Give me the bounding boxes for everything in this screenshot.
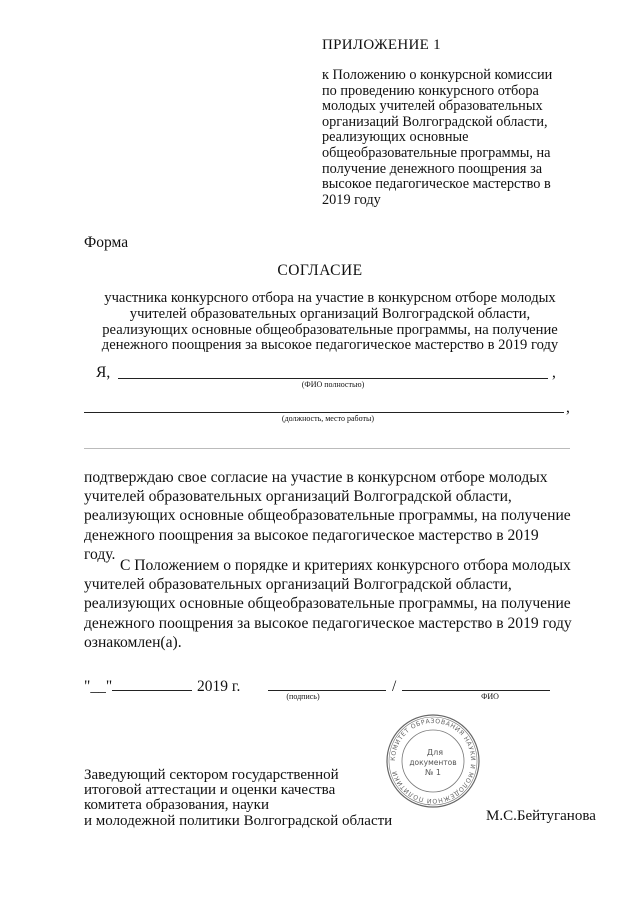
document-title: СОГЛАСИЕ: [277, 262, 363, 279]
footer-line: и молодежной политики Волгоградской области: [84, 812, 393, 829]
consent-paragraph: [84, 468, 573, 564]
position-comma: ,: [566, 399, 570, 416]
ya-label: Я,: [96, 364, 111, 381]
document-subtitle: [80, 291, 580, 354]
position-field-line[interactable]: [84, 412, 564, 413]
appendix-line: получение денежного поощрения за: [322, 160, 543, 177]
subtitle-line: реализующих основные общеобразовательные программы, на получение: [102, 321, 558, 338]
svg-text:документов: документов: [409, 758, 457, 767]
paragraph-line: реализующих основные общеобразовательные программы, на получение: [84, 507, 571, 525]
fio-signature-hint: ФИО: [481, 692, 499, 701]
acquaintance-paragraph: [84, 556, 573, 652]
paragraph-line: подтверждаю свое согласие на участие в конкурсном отборе молодых: [84, 469, 548, 486]
footer-line: комитета образования, науки: [84, 797, 269, 814]
svg-text:КОМИТЕТ ОБРАЗОВАНИЯ НАУКИ И МО: КОМИТЕТ ОБРАЗОВАНИЯ НАУКИ И МОЛОДЕЖНОЙ ПОЛИТИКИ: [389, 717, 477, 805]
appendix-line: к Положению о конкурсной комиссии: [322, 67, 553, 83]
paragraph-line: учителей образовательных организаций Волгоградской области,: [84, 576, 512, 594]
date-field-line[interactable]: [112, 690, 192, 691]
fio-signature-line[interactable]: [402, 690, 550, 691]
footer-line: итоговой аттестации и оценки качества: [84, 782, 336, 799]
paragraph-line: реализующих основные общеобразовательные программы, на получение: [84, 595, 571, 613]
signature-hint: (подпись): [286, 692, 320, 701]
paragraph-line: учителей образовательных организаций Волгоградской области,: [84, 488, 512, 506]
paragraph-line: ознакомлен(а).: [84, 633, 182, 651]
appendix-title: ПРИЛОЖЕНИЕ 1: [322, 37, 441, 53]
appendix-description: [322, 68, 584, 208]
appendix-line: общеобразовательные программы, на: [322, 144, 551, 161]
appendix-line: молодых учителей образовательных: [322, 98, 543, 115]
year-label: 2019 г.: [197, 678, 241, 695]
appendix-line: организаций Волгоградской области,: [322, 113, 548, 130]
signatory-name: М.С.Бейтуганова: [486, 808, 596, 824]
appendix-line: 2019 году: [322, 191, 381, 208]
paragraph-line: денежного поощрения за высокое педагогическое мастерство в 2019 году: [84, 614, 572, 632]
subtitle-line: учителей образовательных организаций Волгоградской области,: [129, 305, 531, 322]
fio-hint: (ФИО полностью): [301, 380, 365, 389]
appendix-line: по проведению конкурсного отбора: [322, 82, 539, 99]
extra-field-line[interactable]: [84, 448, 570, 449]
svg-text:№ 1: № 1: [425, 768, 441, 777]
signature-field-line[interactable]: [268, 690, 386, 691]
subtitle-line: денежного поощрения за высокое педагогическое мастерство в 2019 году: [101, 337, 559, 354]
paragraph-line: С Положением о порядке и критериях конкурсного отбора молодых: [120, 557, 571, 574]
svg-text:Для: Для: [426, 748, 444, 757]
fio-field-line[interactable]: [118, 378, 548, 379]
fio-comma: ,: [552, 364, 556, 381]
signatory-position: [84, 768, 404, 829]
appendix-line: реализующих основные: [322, 129, 469, 146]
subtitle-line: участника конкурсного отбора на участие в конкурсном отборе молодых: [104, 290, 556, 306]
footer-line: Заведующий сектором государственной: [84, 767, 339, 783]
form-label: Форма: [84, 234, 129, 251]
paragraph-line: денежного поощрения за высокое педагогическое мастерство в 2019 году.: [84, 526, 539, 563]
position-hint: (должность, место работы): [281, 414, 375, 423]
signature-slash: /: [392, 678, 397, 695]
appendix-line: высокое педагогическое мастерство в: [322, 176, 551, 193]
date-quote: "__": [84, 678, 113, 695]
